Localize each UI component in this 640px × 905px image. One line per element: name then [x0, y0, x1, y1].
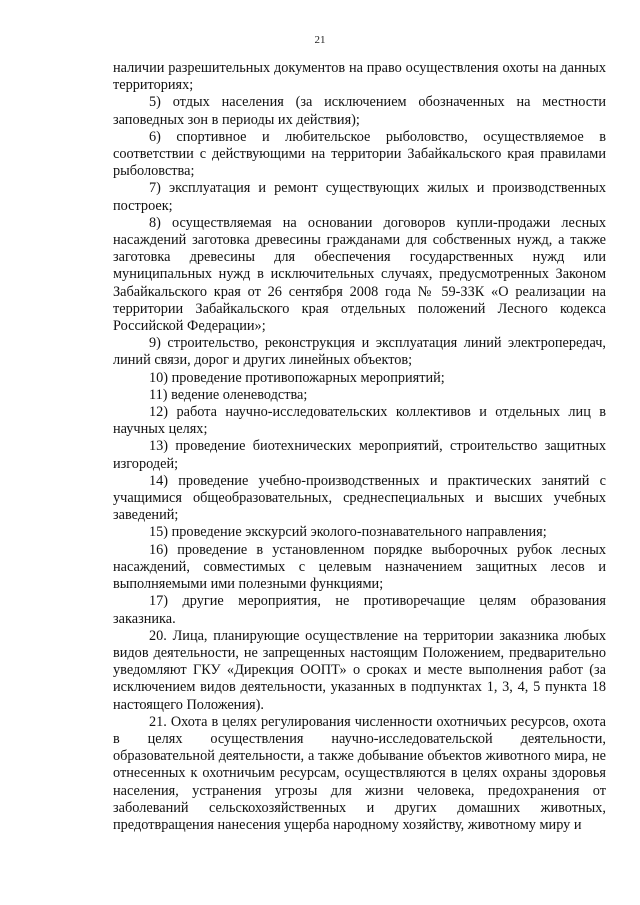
paragraph-item-5: 5) отдых населения (за исключением обозначенных на местности заповедных зон в периоды их действия); — [113, 94, 606, 128]
paragraph-item-13: 13) проведение биотехнических мероприятий, строительство защитных изгородей; — [113, 438, 606, 472]
paragraph-continuation: наличии разрешительных документов на право осуществления охоты на данных территориях; — [113, 60, 606, 94]
paragraph-item-12: 12) работа научно-исследовательских коллективов и отдельных лиц в научных целях; — [113, 404, 606, 438]
paragraph-item-11: 11) ведение оленеводства; — [149, 386, 308, 403]
document-body — [113, 60, 606, 834]
paragraph-item-6: 6) спортивное и любительское рыболовство, осуществляемое в соответствии с действующими на территории Забайкальского края правилами рыболовства; — [113, 128, 606, 180]
paragraph-item-14: 14) проведение учебно-производственных и практических занятий с учащимися общеобразовательных, среднеспециальных и высших учебных заведений; — [113, 472, 606, 524]
paragraph-item-10: 10) проведение противопожарных мероприятий; — [149, 369, 445, 386]
page-number: 21 — [314, 34, 326, 46]
paragraph-item-17: 17) другие мероприятия, не противоречащие целям образования заказника. — [113, 593, 606, 627]
paragraph-item-16: 16) проведение в установленном порядке выборочных рубок лесных насаждений, совместимых с целевым назначением защитных лесов и выполняемыми ими полезными функциями; — [113, 541, 606, 593]
paragraph-clause-21: 21. Охота в целях регулирования численности охотничьих ресурсов, охота в целях осуществления научно-исследовательской деятельности, образовательной деятельности, а также добывание объектов животного мира, не отнесенных к охотничьим ресурсам, осуществляются в целях охраны здоровья населения, устранения угрозы для жизни человека, предохранения от заболеваний сельскохозяйственных и других домашних животных, предотвращения нанесения ущерба народному хозяйству, животному миру и — [113, 713, 606, 833]
paragraph-item-8: 8) осуществляемая на основании договоров купли-продажи лесных насаждений заготовка древесины гражданами для собственных нужд, а также заготовка древесины для обеспечения государственных нужд или муниципальных нужд в исключительных случаях, предусмотренных Законом Забайкальского края от 26 сентября 2008 года № 59-ЗЗК «О реализации на территории Забайкальского края отдельных положений Лесного кодекса Российской Федерации»; — [113, 214, 606, 335]
paragraph-clause-20: 20. Лица, планирующие осуществление на территории заказника любых видов деятельности, не запрещенных настоящим Положением, предварительно уведомляют ГКУ «Дирекция ООПТ» о сроках и месте выполнения работ (за исключением видов деятельности, указанных в подпунктах 1, 3, 4, 5 пункта 18 настоящего Положения). — [113, 627, 606, 713]
paragraph-item-9: 9) строительство, реконструкция и эксплуатация линий электропередач, линий связи, дорог и других линейных объектов; — [113, 335, 606, 369]
paragraph-item-15: 15) проведение экскурсий эколого-познавательного направления; — [149, 524, 547, 541]
paragraph-item-7: 7) эксплуатация и ремонт существующих жилых и производственных построек; — [113, 180, 606, 214]
